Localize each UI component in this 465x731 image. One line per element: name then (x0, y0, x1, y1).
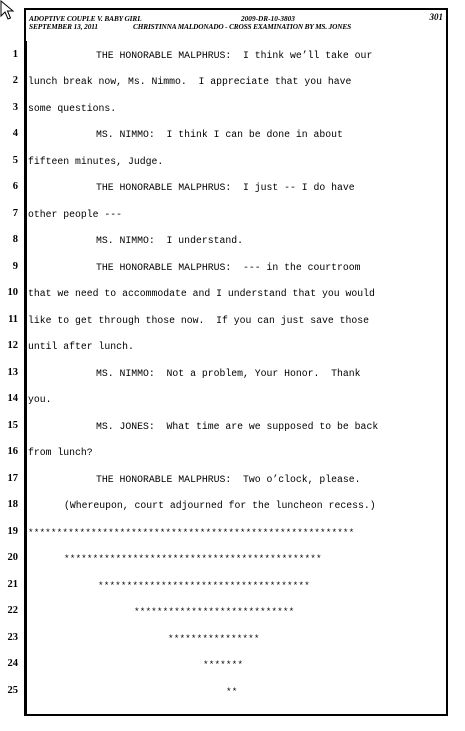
line-number: 20 (7, 552, 18, 563)
transcript-page (7, 8, 448, 716)
transcript-line: lunch break now, Ms. Nimmo. I appreciate that you have (28, 76, 352, 87)
line-number: 3 (12, 102, 18, 113)
page-number: 301 (429, 12, 443, 22)
asterisk-divider-line: ** (226, 686, 238, 697)
line-number: 24 (7, 658, 18, 669)
transcript-line: MS. JONES: What time are we supposed to be back (96, 421, 379, 432)
asterisk-divider-line: **************************** (134, 606, 295, 617)
line-number: 25 (7, 685, 18, 696)
line-number: 15 (7, 420, 18, 431)
transcript-line: you. (28, 394, 52, 405)
transcript-line: from lunch? (28, 447, 93, 458)
line-number: 6 (12, 181, 18, 192)
line-number: 7 (12, 208, 18, 219)
transcript-line: other people --- (28, 209, 123, 220)
asterisk-divider-line: **************** (168, 633, 260, 644)
line-number: 17 (7, 473, 18, 484)
line-number: 1 (12, 49, 18, 60)
line-number: 11 (8, 314, 18, 325)
case-title: ADOPTIVE COUPLE V. BABY GIRL (29, 14, 142, 23)
line-number: 19 (7, 526, 18, 537)
transcript-line: fifteen minutes, Judge. (28, 156, 164, 167)
line-number: 2 (12, 75, 18, 86)
line-number: 18 (7, 499, 18, 510)
line-number: 10 (7, 287, 18, 298)
transcript-line: THE HONORABLE MALPHRUS: Two o’clock, please. (96, 474, 361, 485)
hearing-date: SEPTEMBER 13, 2011 (29, 22, 98, 31)
asterisk-divider-line: ********************************************* (64, 553, 322, 564)
line-number: 9 (12, 261, 18, 272)
line-number: 13 (7, 367, 18, 378)
line-number-rule (26, 41, 27, 714)
transcript-line: (Whereupon, court adjourned for the luncheon recess.) (64, 500, 376, 511)
transcript-line: THE HONORABLE MALPHRUS: I think we’ll take our (96, 50, 373, 61)
transcript-line: like to get through those now. If you can just save those (28, 315, 369, 326)
transcript-line: some questions. (28, 103, 117, 114)
transcript-line: THE HONORABLE MALPHRUS: --- in the courtroom (96, 262, 361, 273)
transcript-line: that we need to accommodate and I understand that you would (28, 288, 375, 299)
asterisk-divider-line: ************************************* (98, 580, 310, 591)
line-number: 22 (7, 605, 18, 616)
page-header (29, 14, 443, 38)
asterisk-divider-line: ******* (203, 659, 244, 670)
examination-title: CHRISTINNA MALDONADO - CROSS EXAMINATION BY MS. JONES (133, 22, 352, 31)
line-number: 4 (12, 128, 18, 139)
line-number: 16 (7, 446, 18, 457)
line-number: 12 (7, 340, 18, 351)
transcript-line: until after lunch. (28, 341, 134, 352)
docket-number: 2009-DR-10-3803 (241, 14, 295, 23)
transcript-line: MS. NIMMO: I think I can be done in about (96, 129, 343, 140)
line-number: 8 (12, 234, 18, 245)
transcript-line: MS. NIMMO: Not a problem, Your Honor. Thank (96, 368, 361, 379)
line-number: 21 (7, 579, 18, 590)
line-number: 23 (7, 632, 18, 643)
line-number: 5 (12, 155, 18, 166)
transcript-line: THE HONORABLE MALPHRUS: I just -- I do have (96, 182, 355, 193)
mouse-pointer-icon (0, 0, 18, 22)
transcript-line: MS. NIMMO: I understand. (96, 235, 243, 246)
line-number: 14 (7, 393, 18, 404)
asterisk-divider-line: ********************************************************* (28, 527, 355, 538)
